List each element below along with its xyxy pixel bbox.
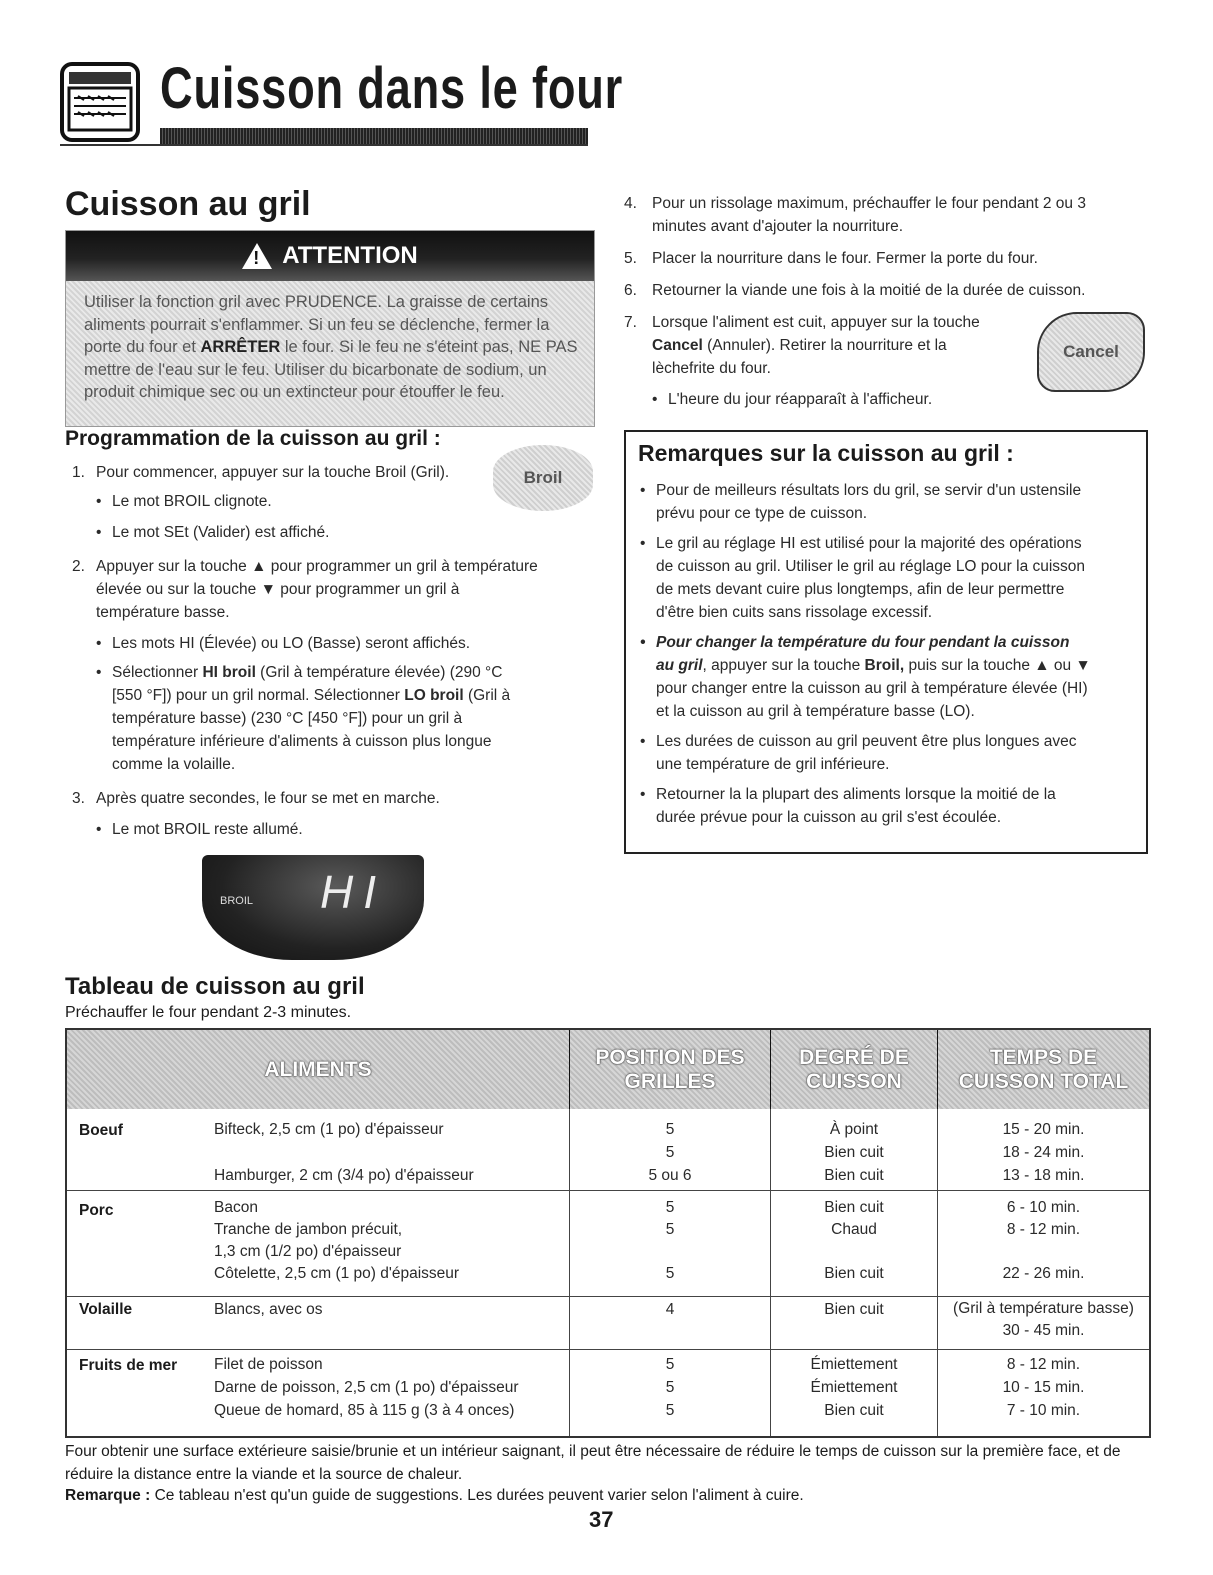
remark-2-line: de cuisson au gril. Utiliser le gril au réglage LO pour la cuisson [656, 558, 1086, 575]
table-cell-doneness: Bien cuit Chaud Bien cuit [824, 1199, 884, 1282]
table-header [67, 1030, 1149, 1109]
step-2-line: température basse. [96, 604, 230, 621]
step-2-bullet-2-line: température basse) (230 °C [450 °F]) pour un gril à [112, 710, 463, 727]
table-cell-doneness: Bien cuit [824, 1301, 884, 1318]
oven-icon [60, 62, 140, 142]
step-number: 2. [72, 558, 85, 575]
table-cell-time: 6 - 10 min. 8 - 12 min. 22 - 26 min. [1002, 1199, 1085, 1282]
header-text: DEGRÉ DE [799, 1045, 909, 1069]
warning-text-part: le four. Si le feu ne s'éteint pas, NE PAS mettre de l'eau sur le feu. Utiliser du bicarbonate de sodium, un produit chimique sec ou un extincteur pour étouffer le feu. [84, 338, 578, 401]
table-category: Boeuf [79, 1122, 123, 1139]
remark-3-line: • Pour changer la température du four pendant la cuisson [656, 632, 1069, 654]
warning-bold: ARRÊTER [200, 338, 281, 356]
remark-5-line: durée prévue pour la cuisson au gril s'est écoulée. [656, 809, 1002, 826]
text: (Gril à [463, 687, 511, 704]
table-cell-time: (Gril à température basse) 30 - 45 min. [953, 1300, 1134, 1339]
text: puis sur la touche ▲ ou ▼ [904, 657, 1091, 674]
step-2-bullet-2-line: température inférieure d'aliments à cuisson plus longue [112, 733, 492, 750]
remark-5-line: • Retourner la la plupart des aliments lorsque la moitié de la [656, 784, 1056, 806]
step-7-line [652, 335, 947, 357]
remarks-box [624, 430, 1148, 854]
header-text: CUISSON TOTAL [958, 1069, 1129, 1093]
header-text: POSITION DES [595, 1045, 745, 1069]
step-number: 6. [624, 282, 637, 299]
table-category: Fruits de mer [79, 1357, 178, 1374]
warning-box [65, 230, 595, 427]
text: (Annuler). Retirer la nourriture et la [702, 337, 947, 354]
title-underline [60, 144, 588, 146]
step-2-line: Appuyer sur la touche ▲ pour programmer un gril à température [96, 558, 538, 575]
display-label: BROIL [220, 895, 254, 907]
remark-4-line: une température de gril inférieure. [656, 756, 890, 773]
step-6: Retourner la viande une fois à la moitié de la durée de cuisson. [652, 282, 1086, 299]
header-time [938, 1030, 1149, 1109]
cancel-word: Cancel [652, 337, 703, 354]
step-7-bullet-1: • L'heure du jour réapparaît à l'afficheur. [668, 389, 932, 411]
table-cell-items: Blancs, avec os [214, 1301, 323, 1318]
step-2-bullet-2-line: comme la volaille. [112, 756, 236, 773]
step-7-line: Lorsque l'aliment est cuit, appuyer sur la touche [652, 314, 980, 331]
page-number: 37 [589, 1507, 614, 1532]
broil-word: Broil, [864, 657, 905, 674]
emphasis: au gril [656, 657, 703, 674]
hi-broil: HI broil [202, 664, 256, 681]
table-cell-time: 8 - 12 min. 10 - 15 min. 7 - 10 min. [1002, 1356, 1085, 1419]
warning-title: ATTENTION [282, 242, 418, 269]
step-5: Placer la nourriture dans le four. Fermer la porte du four. [652, 250, 1038, 267]
remark-2-line: d'être bien cuits sans rissolage excessif. [656, 604, 933, 621]
step-7-line: lèchefrite du four. [652, 360, 771, 377]
display-value: HI [320, 866, 386, 918]
text: Sélectionner [112, 664, 203, 681]
section-title: Cuisson au gril [65, 185, 311, 223]
table-cell-rack: 5 5 5 [665, 1199, 675, 1282]
remark-3-line [656, 655, 1091, 677]
step-2-bullet-2-line [112, 685, 510, 707]
table-cell-rack: 5 5 5 ou 6 [648, 1121, 692, 1184]
cancel-key-image: Cancel [1037, 312, 1145, 392]
table-cell-doneness: Émiettement Émiettement Bien cuit [810, 1356, 898, 1419]
programming-title: Programmation de la cuisson au gril : [65, 427, 441, 450]
remark-3-line: et la cuisson au gril à température basse (LO). [656, 703, 975, 720]
footer-note: Four obtenir une surface extérieure saisie/brunie et un intérieur saignant, il peut être nécessaire de réduire le temps de cuisson sur la première face, et de réduire la distance entre la viande et la source de chaleur. [65, 1443, 1121, 1483]
step-3-bullet-1: • Le mot BROIL reste allumé. [112, 819, 303, 841]
table-cell-rack: 5 5 5 [665, 1356, 675, 1419]
step-1-bullet-2: • Le mot SEt (Valider) est affiché. [112, 522, 329, 544]
oven-display [202, 855, 424, 960]
broil-table [65, 1028, 1151, 1438]
warning-text-part: Utiliser la fonction gril avec PRUDENCE. La graisse de certains aliments pourrait s'enflammer. Si un feu se déclenche, fermer la porte du four et [84, 293, 550, 356]
remark-1-line: • Pour de meilleurs résultats lors du gril, se servir d'un ustensile [656, 480, 1081, 502]
step-2-bullet-1: • Les mots HI (Élevée) ou LO (Basse) seront affichés. [112, 633, 470, 655]
table-subtitle: Préchauffer le four pendant 2-3 minutes. [65, 1004, 352, 1021]
table-category: Porc [79, 1202, 114, 1219]
table-cell-items: Bifteck, 2,5 cm (1 po) d'épaisseur Hamburger, 2 cm (3/4 po) d'épaisseur [214, 1121, 474, 1184]
header-rack [570, 1030, 770, 1109]
header-food [67, 1030, 569, 1109]
remark-2-line: • Le gril au réglage HI est utilisé pour la majorité des opérations [656, 533, 1082, 555]
table-cell-time: 15 - 20 min. 18 - 24 min. 13 - 18 min. [1002, 1121, 1085, 1184]
table-title: Tableau de cuisson au gril [65, 973, 365, 1000]
row-divider [67, 1296, 1149, 1297]
table-category: Volaille [79, 1301, 133, 1318]
remark-text: Ce tableau n'est qu'un guide de suggestions. Les durées peuvent varier selon l'aliment à cuire. [150, 1487, 804, 1504]
step-number: 3. [72, 790, 85, 807]
step-number: 7. [624, 314, 637, 331]
header-doneness [771, 1030, 937, 1109]
text: (Gril à température élevée) (290 °C [255, 664, 503, 681]
title-rule [160, 128, 588, 144]
text: , appuyer sur la touche [702, 657, 865, 674]
header-text: GRILLES [624, 1069, 716, 1093]
table-cell-items: Bacon Tranche de jambon précuit, 1,3 cm (1/2 po) d'épaisseur Côtelette, 2,5 cm (1 po) d'épaisseur [214, 1199, 460, 1282]
header-text: ALIMENTS [264, 1057, 372, 1081]
broil-key-image: Broil [493, 445, 593, 511]
remark-3-line: pour changer entre la cuisson au gril à température élevée (HI) [656, 680, 1088, 697]
warning-icon: ! [242, 243, 272, 269]
step-number: 1. [72, 464, 85, 481]
header-text: CUISSON [806, 1069, 902, 1093]
warning-text [84, 291, 589, 404]
table-cell-items: Filet de poisson Darne de poisson, 2,5 cm (1 po) d'épaisseur Queue de homard, 85 à 115 g (3 à 4 onces) [214, 1356, 519, 1419]
step-4-line: Pour un rissolage maximum, préchauffer le four pendant 2 ou 3 [652, 195, 1086, 212]
row-divider [67, 1349, 1149, 1350]
text: [550 °F]) pour un gril normal. Sélectionner [112, 687, 405, 704]
remark-2-line: de mets devant cuire plus longtemps, afin de leur permettre [656, 581, 1065, 598]
step-4-line: minutes avant d'ajouter la nourriture. [652, 218, 904, 235]
remarks-title: Remarques sur la cuisson au gril : [638, 440, 1014, 466]
step-number: 5. [624, 250, 637, 267]
remark-label: Remarque : [65, 1487, 151, 1504]
remark-4-line: • Les durées de cuisson au gril peuvent être plus longues avec [656, 731, 1077, 753]
step-1-bullet-1: • Le mot BROIL clignote. [112, 491, 272, 513]
step-2-line: élevée ou sur la touche ▼ pour programmer un gril à [96, 581, 460, 598]
step-number: 4. [624, 195, 637, 212]
step-3: Après quatre secondes, le four se met en marche. [96, 790, 440, 807]
step-1: Pour commencer, appuyer sur la touche Broil (Gril). [96, 464, 450, 481]
page-title: Cuisson dans le four [160, 56, 624, 121]
footer-remark [65, 1487, 804, 1505]
header-text: TEMPS DE [989, 1045, 1098, 1069]
remark-1-line: prévu pour ce type de cuisson. [656, 505, 868, 522]
lo-broil: LO broil [404, 687, 464, 704]
row-divider [67, 1190, 1149, 1191]
table-cell-rack: 4 [665, 1301, 675, 1318]
table-cell-doneness: À point Bien cuit Bien cuit [824, 1121, 884, 1184]
warning-header [66, 231, 594, 281]
step-2-bullet-2 [112, 662, 502, 684]
